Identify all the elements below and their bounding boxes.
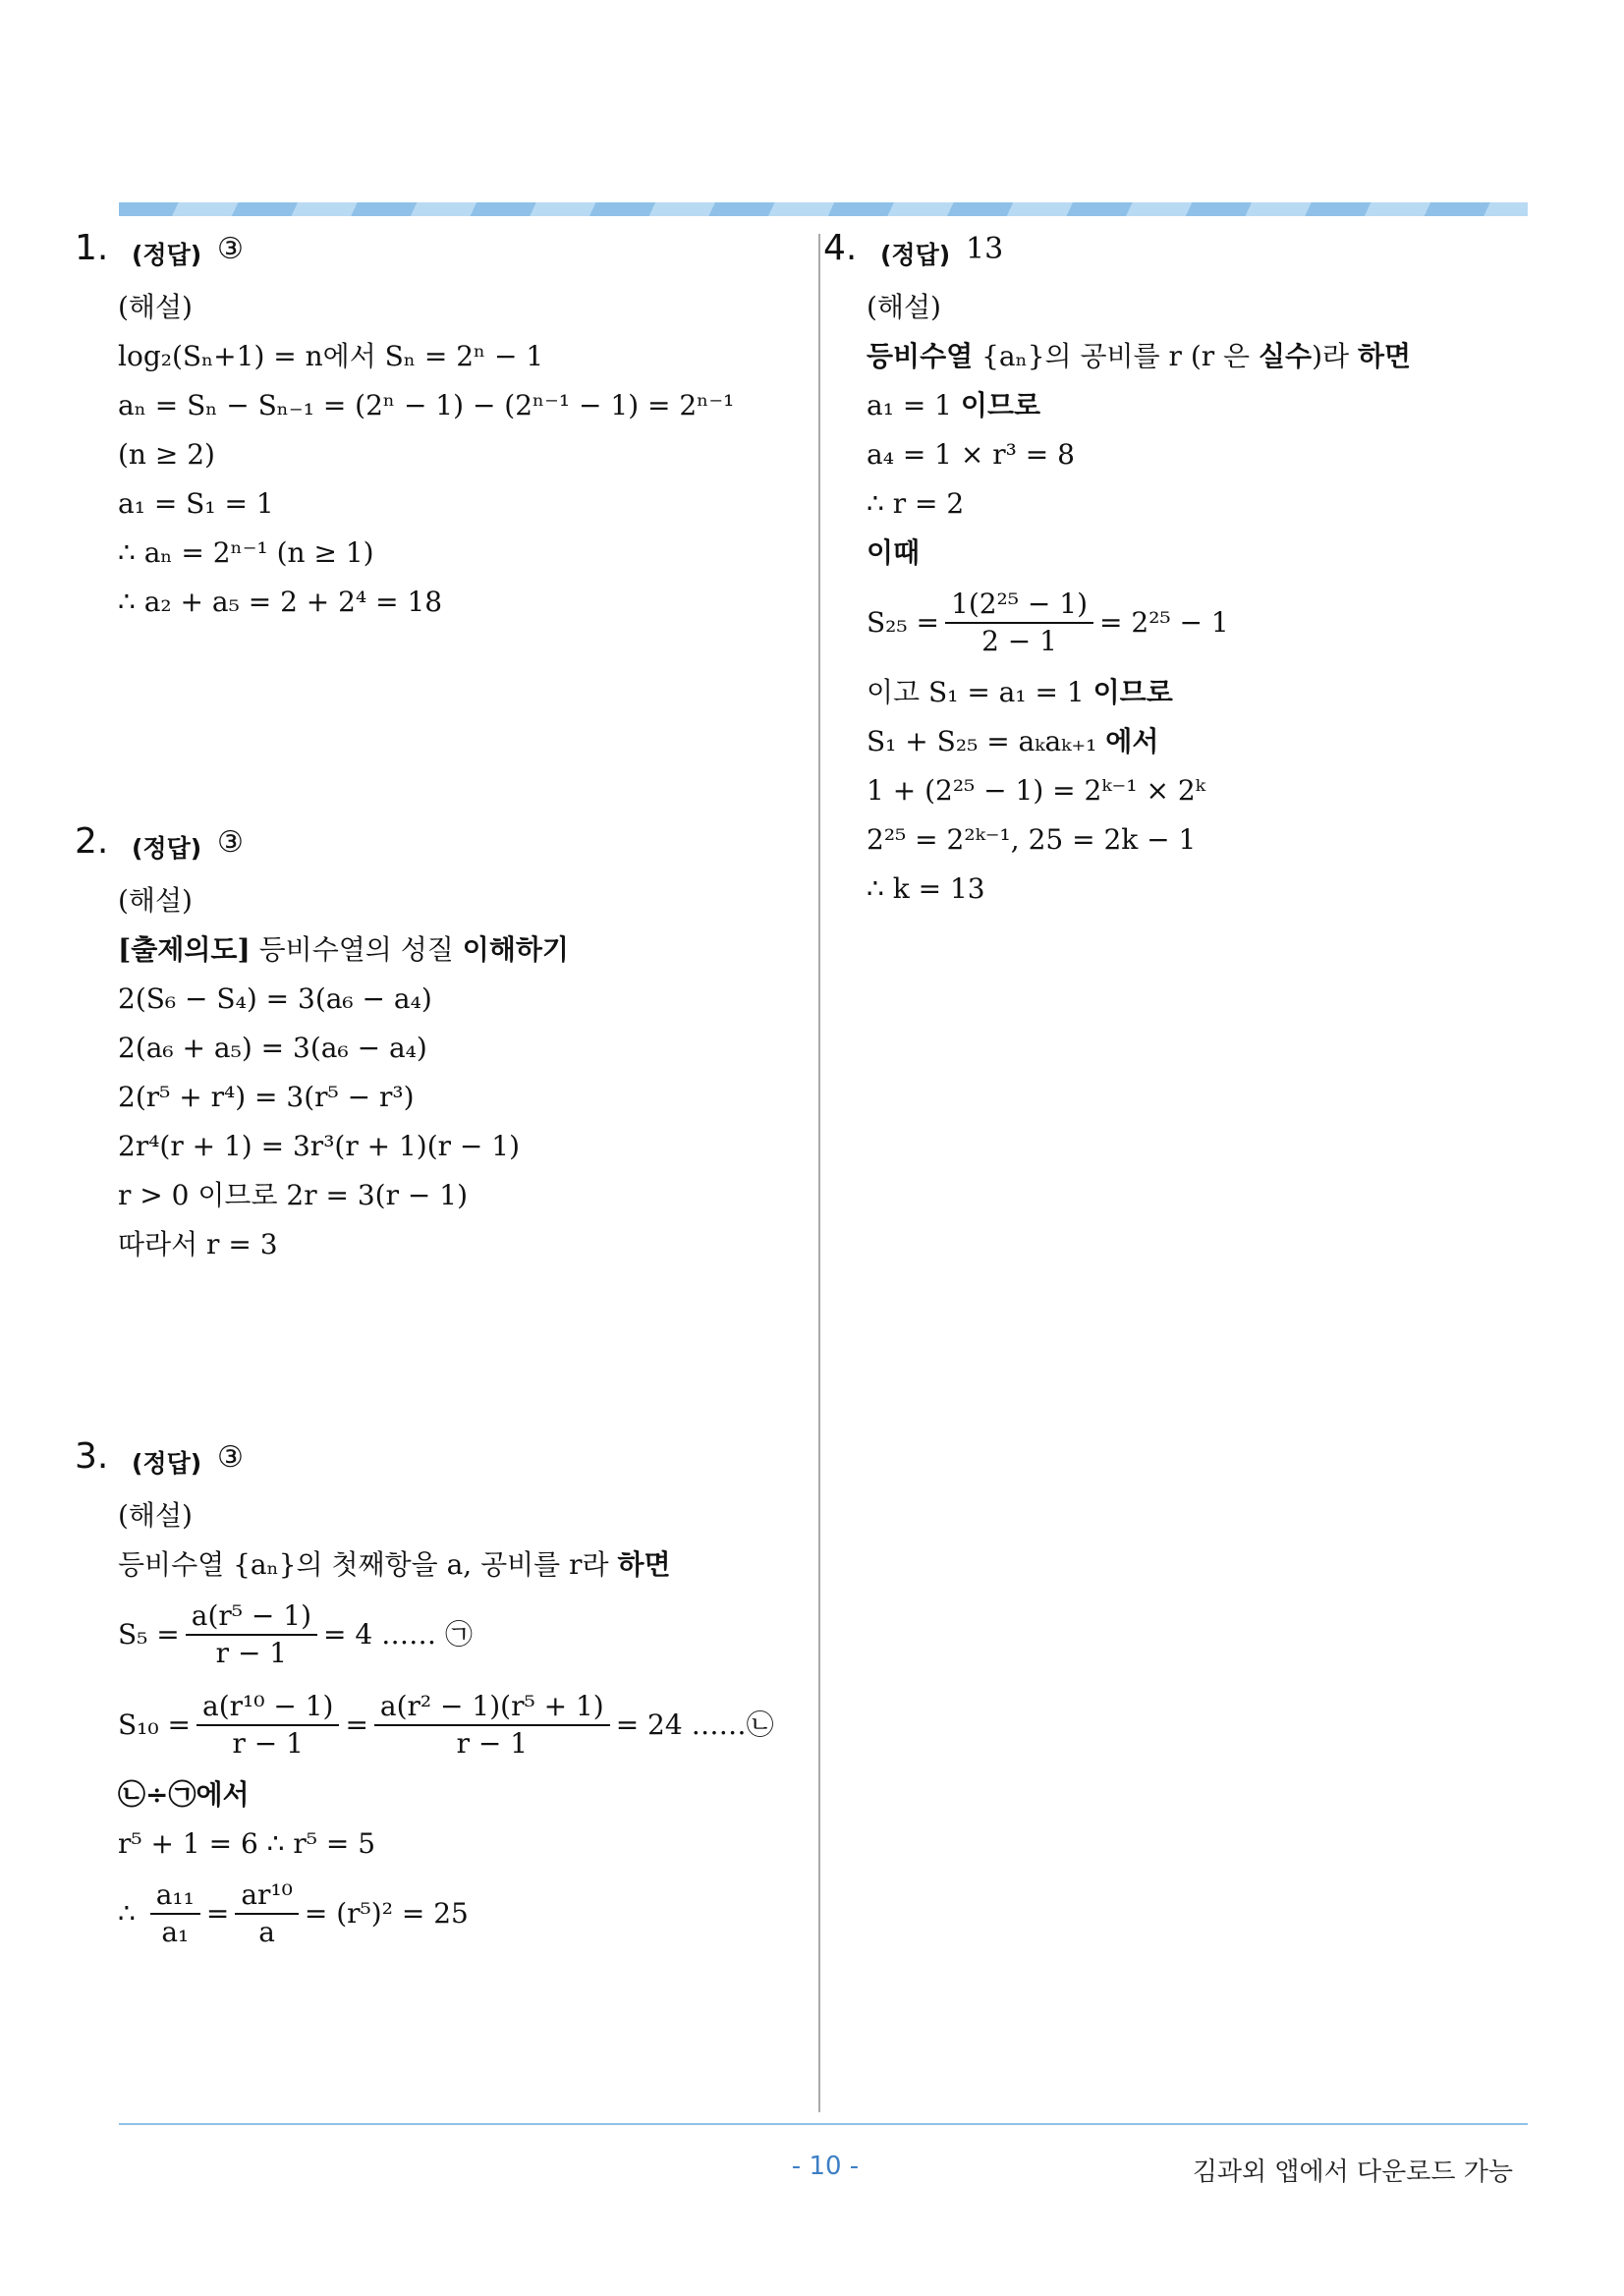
a1-math: a₁ = 1 <box>867 389 952 421</box>
s25-lhs: S₂₅ = <box>867 606 939 639</box>
explanation-label: (해설) <box>118 884 193 917</box>
sum-bold: 에서 <box>1105 725 1159 757</box>
solution-line: ∴ a₂ + a₅ = 2 + 2⁴ = 18 <box>118 586 443 618</box>
final-equation <box>118 1869 802 1959</box>
numerator: 1(2²⁵ − 1) <box>945 590 1093 624</box>
intro-mid: {aₙ}의 공비를 r (r 은 <box>981 340 1251 372</box>
explanation-label: (해설) <box>118 291 193 323</box>
a1-bold: 이므로 <box>960 389 1041 421</box>
intent-label: [출제의도] <box>118 933 251 966</box>
solution-line: r⁵ + 1 = 6 ∴ r⁵ = 5 <box>118 1827 376 1860</box>
s1-math: S₁ = a₁ = 1 <box>928 676 1085 708</box>
intent-text: 등비수열의 성질 <box>258 933 454 966</box>
divide-line: ㉡÷㉠에서 <box>118 1778 250 1811</box>
s1-pre: 이고 <box>867 676 921 708</box>
s5-lhs: S₅ = <box>118 1618 180 1651</box>
solution-line: aₙ = Sₙ − Sₙ₋₁ = (2ⁿ − 1) − (2ⁿ⁻¹ − 1) = 2ⁿ⁻¹ <box>118 389 735 421</box>
footer-text: 김과외 앱에서 다운로드 가능 <box>1192 2157 1513 2187</box>
header-stripe <box>119 202 1528 216</box>
fraction <box>196 1690 339 1760</box>
s5-rhs: = 4 …… ㉠ <box>323 1618 473 1651</box>
solution-line: ∴ k = 13 <box>867 872 985 905</box>
problem-1 <box>75 228 802 627</box>
denominator: r − 1 <box>215 1637 288 1669</box>
problem-4 <box>823 228 1511 914</box>
solution-line: r > 0 이므로 2r = 3(r − 1) <box>118 1179 468 1211</box>
column-divider <box>818 234 820 2112</box>
solution-line: 2(a₆ + a₅) = 3(a₆ − a₄) <box>118 1032 427 1064</box>
intent-line <box>118 925 802 975</box>
problem-2 <box>75 821 802 1269</box>
answer-value: 13 <box>966 232 1004 266</box>
answer-label: (정답) <box>132 1449 202 1478</box>
intro-line <box>118 1540 802 1590</box>
solution-line: ∴ aₙ = 2ⁿ⁻¹ (n ≥ 1) <box>118 536 374 569</box>
sum-math: S₁ + S₂₅ = aₖaₖ₊₁ <box>867 725 1097 757</box>
footer-rule <box>119 2123 1528 2125</box>
intro-bold: 하면 <box>617 1548 671 1581</box>
denominator: a <box>258 1916 275 1948</box>
solution-line: 2(S₆ − S₄) = 3(a₆ − a₄) <box>118 982 432 1015</box>
solution-line: 따라서 r = 3 <box>118 1228 278 1260</box>
then-line: 이때 <box>867 536 921 569</box>
solution-line: a₄ = 1 × r³ = 8 <box>867 438 1075 471</box>
denominator: a₁ <box>161 1916 190 1948</box>
solution-line: 2(r⁵ + r⁴) = 3(r⁵ − r³) <box>118 1081 415 1113</box>
s1-bold: 이므로 <box>1092 676 1173 708</box>
explanation-label: (해설) <box>867 291 941 323</box>
intro-bold: 등비수열 <box>867 340 974 372</box>
intro-end: )라 <box>1312 340 1350 372</box>
denominator: 2 − 1 <box>981 625 1057 657</box>
problem-number: 2. <box>75 821 109 862</box>
problem-number: 3. <box>75 1436 109 1477</box>
numerator: a(r² − 1)(r⁵ + 1) <box>374 1693 610 1726</box>
intent-bold: 이해하기 <box>462 933 569 966</box>
problem-number: 4. <box>823 228 858 268</box>
s10-lhs: S₁₀ = <box>118 1708 191 1741</box>
answer-value: ③ <box>217 1440 244 1475</box>
final-rhs: = (r⁵)² = 25 <box>304 1897 469 1930</box>
intro-bold-3: 하면 <box>1358 340 1412 372</box>
numerator: a(r⁵ − 1) <box>186 1602 317 1636</box>
page-number: - 10 - <box>791 2152 860 2181</box>
fraction <box>374 1690 610 1760</box>
solution-line: 2²⁵ = 2²ᵏ⁻¹, 25 = 2k − 1 <box>867 823 1197 856</box>
problem-number: 1. <box>75 228 109 268</box>
numerator: ar¹⁰ <box>235 1881 299 1915</box>
denominator: r − 1 <box>232 1727 304 1760</box>
fraction <box>150 1878 200 1948</box>
sum-line <box>867 717 1511 766</box>
a1-line <box>867 381 1511 430</box>
intro-line <box>867 332 1511 381</box>
answer-label: (정답) <box>132 834 202 863</box>
solution-line: ∴ r = 2 <box>867 487 965 520</box>
solution-line: a₁ = S₁ = 1 <box>118 487 274 520</box>
s25-rhs: = 2²⁵ − 1 <box>1099 606 1229 639</box>
answer-value: ③ <box>217 825 244 860</box>
s1-line <box>867 668 1511 717</box>
problem-3 <box>75 1436 802 1959</box>
s10-equation <box>118 1680 802 1770</box>
numerator: a₁₁ <box>150 1881 200 1915</box>
answer-label: (정답) <box>880 241 951 269</box>
solution-line: 1 + (2²⁵ − 1) = 2ᵏ⁻¹ × 2ᵏ <box>867 774 1205 807</box>
s25-equation <box>867 578 1511 668</box>
equals: = <box>205 1897 230 1930</box>
fraction <box>186 1599 317 1669</box>
therefore: ∴ <box>118 1897 136 1930</box>
numerator: a(r¹⁰ − 1) <box>196 1693 339 1726</box>
intro-text: 등비수열 {aₙ}의 첫째항을 a, 공비를 r라 <box>118 1548 609 1581</box>
solution-line: 2r⁴(r + 1) = 3r³(r + 1)(r − 1) <box>118 1130 521 1162</box>
denominator: r − 1 <box>456 1727 529 1760</box>
s10-rhs: = 24 ……㉡ <box>615 1708 774 1741</box>
fraction <box>945 590 1093 655</box>
explanation-label: (해설) <box>118 1499 193 1532</box>
answer-value: ③ <box>217 232 244 266</box>
answer-label: (정답) <box>132 241 202 269</box>
s5-equation <box>118 1590 802 1680</box>
fraction <box>235 1878 299 1948</box>
solution-line: (n ≥ 2) <box>118 438 215 471</box>
intro-bold-2: 실수 <box>1259 340 1313 372</box>
solution-line: log₂(Sₙ+1) = n에서 Sₙ = 2ⁿ − 1 <box>118 340 544 372</box>
equals: = <box>345 1708 368 1741</box>
